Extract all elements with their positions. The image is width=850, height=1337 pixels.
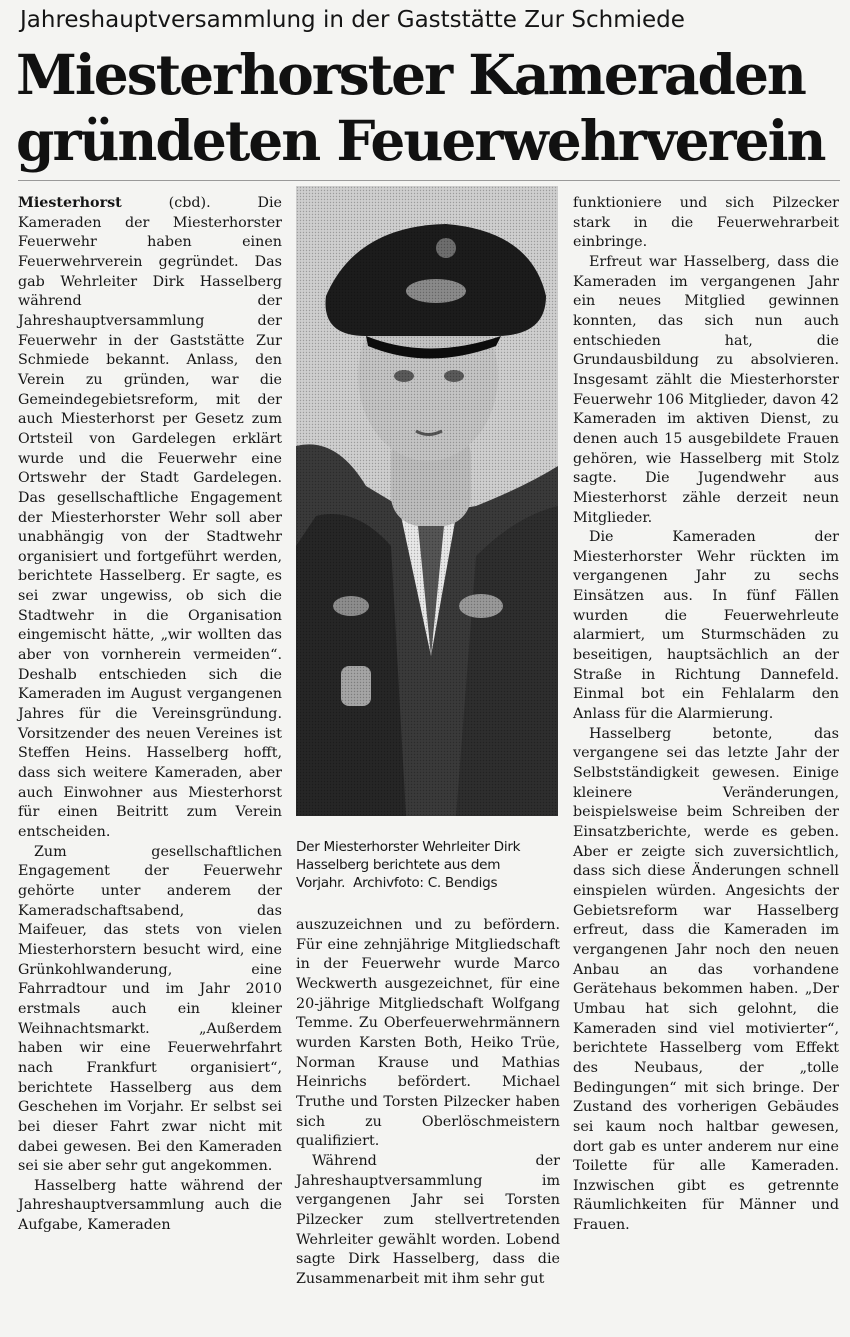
headline-line-2: gründeten Feuerwehrverein bbox=[16, 108, 825, 173]
dateline: Miesterhorst bbox=[18, 195, 122, 211]
photo-credit: Archivfoto: C. Bendigs bbox=[353, 875, 498, 891]
article-column-2 bbox=[296, 916, 560, 1289]
paragraph-3: Hasselberg hatte während der Jahreshauptversammlung auch die Aufgabe, Kameraden bbox=[18, 1177, 282, 1234]
paragraph-1 bbox=[18, 194, 282, 843]
article-photo bbox=[296, 186, 558, 816]
headline-line-1: Miesterhorster Kameraden bbox=[16, 42, 805, 107]
paragraph-7: Erfreut war Hasselberg, dass die Kameraden im vergangenen Jahr ein neues Mitglied gewinnen konnten, das sich nun auch entschieden hat, die Grundausbildung zu absolvieren. Insgesamt zählt die Miesterhorster Feuerwehr 106 Mitglieder, davon 42 Kameraden im aktiven Dienst, zu denen auch 15 ausgebildete Frauen gehören, wie Hasselberg mit Stolz sagte. Die Jugendwehr aus Miesterhorst zähle derzeit neun Mitglieder. bbox=[573, 253, 839, 526]
paragraph-4: auszuzeichnen und zu befördern. Für eine zehnjährige Mitgliedschaft in der Feuerwehr wurde Marco Weckwerth ausgezeichnet, für eine 20-jährige Mitgliedschaft Wolfgang Temme. Zu Oberfeuerwehrmännern wurden Karsten Both, Heiko Trüe, Norman Krause und Mathias Heinrichs befördert. Michael Truthe und Torsten Pilzecker haben sich zu Oberlöschmeistern qualifiziert. bbox=[296, 917, 560, 1150]
article-headline bbox=[16, 42, 846, 174]
caption-line-2: Hasselberg berichtete aus dem bbox=[296, 857, 501, 873]
paragraph-1-text: (cbd). Die Kameraden der Miesterhorster Feuerwehr haben einen Feuerwehrverein gegründet. Das gab Wehrleiter Dirk Hasselberg während der Jahreshauptversammlung der Feuerwehr in der Gaststätte Zur Schmiede bekannt. Anlass, den Verein zu gründen, war die Gemeindegebietsreform, mit der auch Miesterhorst per Gesetz zum Ortsteil von Gardelegen erklärt wurde und die Feuerwehr eine Ortswehr der Stadt Gardelegen. Das gesellschaftliche Engagement der Miesterhorster Wehr soll aber unabhängig von der Stadtwehr organisiert und fortgeführt werden, berichtete Hasselberg. Er sagte, es sei zwar ungewiss, ob sich die Stadtwehr in die Organisation eingemischt hätte, „wir wollten das aber von vornherein vermeiden“. Deshalb entschieden sich die Kameraden im August vergangenen Jahres für die Vereinsgründung. Vorsitzender des neuen Vereines ist Steffen Heins. Hasselberg hofft, dass sich weitere Kameraden, aber auch Einwohner aus Miesterhorst für einen Beitritt zum Verein entscheiden. bbox=[18, 195, 282, 840]
caption-line-1: Der Miesterhorster Wehrleiter Dirk bbox=[296, 839, 521, 855]
article-kicker: Jahreshauptversammlung in der Gaststätte Zur Schmiede bbox=[20, 7, 685, 33]
paragraph-6: funktioniere und sich Pilzecker stark in die Feuerwehrarbeit einbringe. bbox=[573, 195, 839, 251]
paragraph-9: Hasselberg betonte, das vergangene sei das letzte Jahr der Selbstständigkeit gewesen. Einige kleinere Veränderungen, beispielsweise beim Schreiben der Einsatzberichte, werde es geben. Aber er zeigte sich zuversichtlich, dass sich diese Änderungen schnell einspielen würden. Angesichts der Gebietsreform war Hasselberg erfreut, dass die Kameraden im vergangenen Jahr noch den neuen Anbau an das vorhandene Gerätehaus bekommen haben. „Der Umbau hat sich gelohnt, die Kameraden sind viel motivierter“, berichtete Hasselberg vom Effekt des Neubaus, der „tolle Bedingungen“ mit sich bringe. Der Zustand des vorherigen Gebäudes sei kaum noch haltbar gewesen, dort gab es unter anderem nur eine Toilette für alle Kameraden. Inzwischen gibt es getrennte Räumlichkeiten für Männer und Frauen. bbox=[573, 725, 839, 1234]
paragraph-8: Die Kameraden der Miesterhorster Wehr rückten im vergangenen Jahr zu sechs Einsätzen aus. In fünf Fällen wurden die Feuerwehrleute alarmiert, um Sturmschäden zu beseitigen, hauptsächlich an der Straße in Richtung Dannefeld. Einmal bot ein Fehlalarm den Anlass für die Alarmierung. bbox=[573, 529, 839, 723]
caption-line-3-text: Vorjahr. bbox=[296, 875, 346, 891]
photo-caption bbox=[296, 838, 560, 892]
paragraph-2: Zum gesellschaftlichen Engagement der Feuerwehr gehörte unter anderem der Kameradschaftsabend, das Maifeuer, das stets von vielen Miesterhorstern besucht wird, eine Grünkohlwanderung, eine Fahrradtour und im Jahr 2010 erstmals auch ein kleiner Weihnachtsmarkt. „Außerdem haben wir eine Feuerwehrfahrt nach Frankfurt organisiert“, berichtete Hasselberg aus dem Geschehen im Vorjahr. Er selbst sei bei dieser Fahrt zwar nicht mit dabei gewesen. Bei den Kameraden sei sie aber sehr gut angekommen. bbox=[18, 843, 282, 1175]
portrait-photo-illustration bbox=[296, 186, 558, 816]
headline-divider bbox=[18, 180, 840, 181]
paragraph-5: Während der Jahreshauptversammlung im vergangenen Jahr sei Torsten Pilzecker zum stellvertretenden Wehrleiter gewählt worden. Lobend sagte Dirk Hasselberg, dass die Zusammenarbeit mit ihm sehr gut bbox=[296, 1152, 560, 1287]
article-column-3 bbox=[573, 194, 839, 1236]
caption-line-3 bbox=[296, 874, 560, 892]
article-column-1 bbox=[18, 194, 282, 1236]
